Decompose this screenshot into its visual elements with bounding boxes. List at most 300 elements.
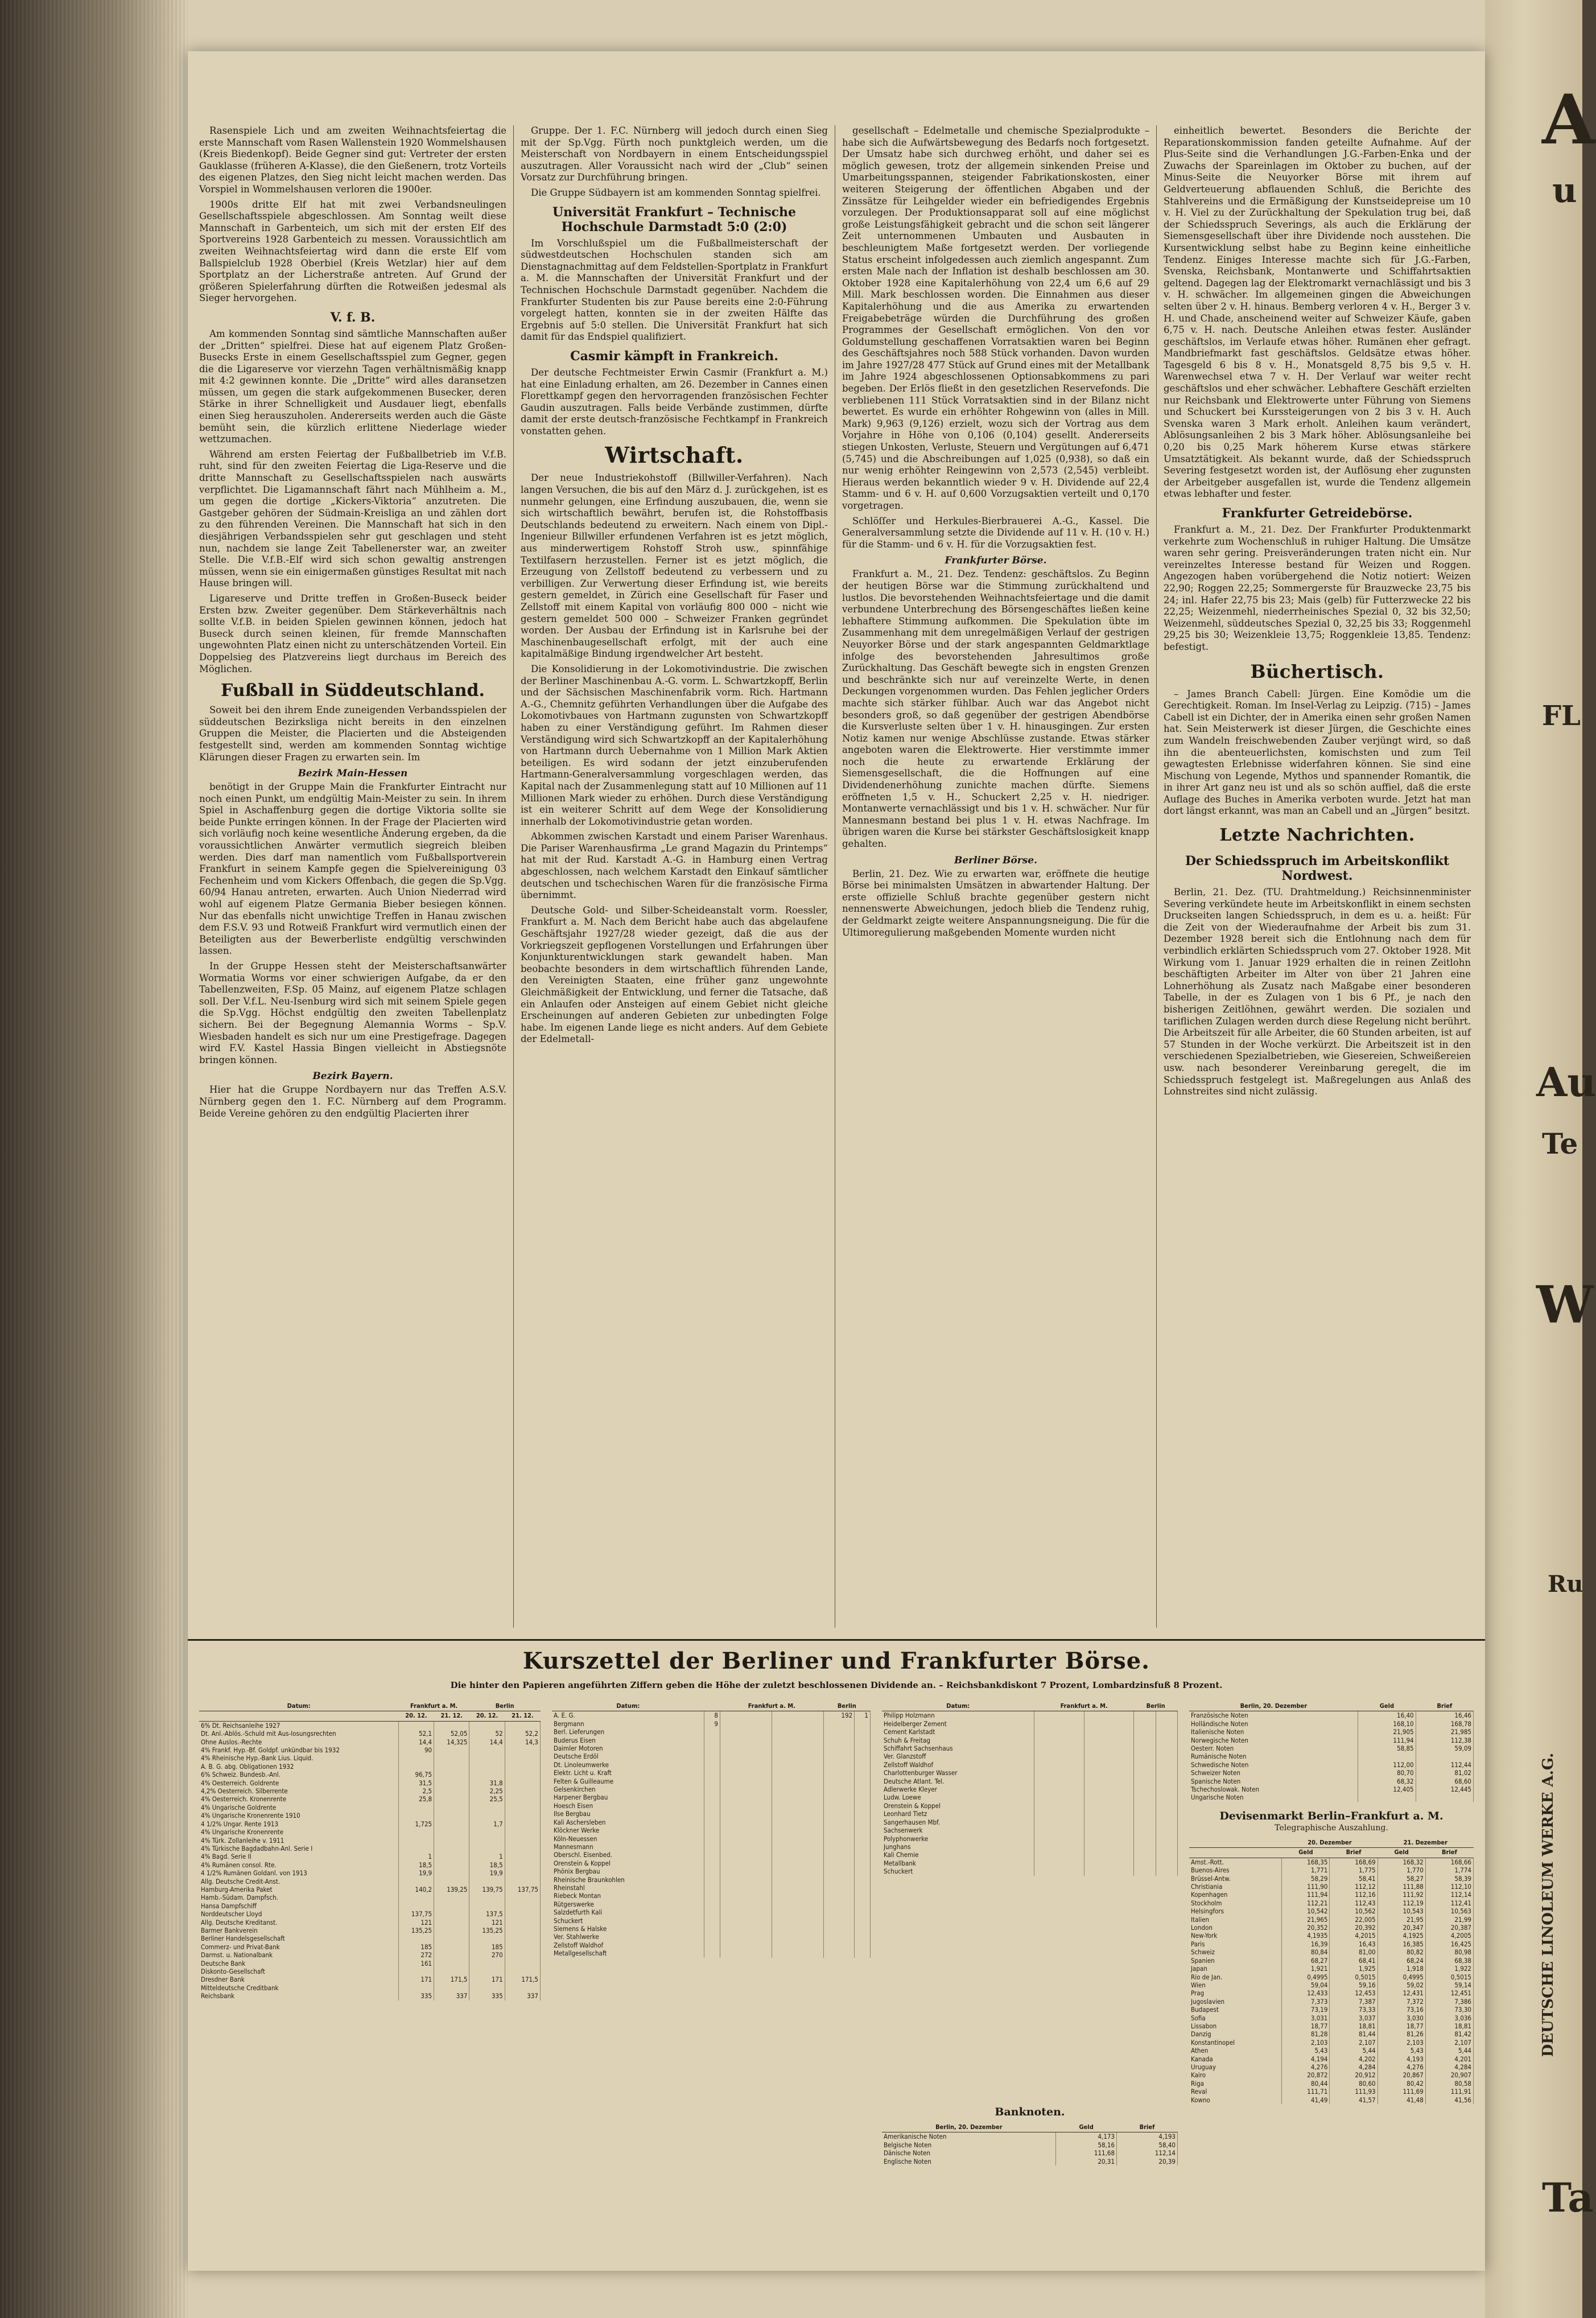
price-cell [469, 1804, 505, 1811]
price-cell [1156, 1785, 1177, 1793]
table-row [1189, 1940, 1474, 1948]
security-name: Charlottenburger Wasser [882, 1769, 1034, 1777]
price-cell: 16,43 [1330, 1940, 1378, 1948]
price-cell: 4,276 [1282, 2063, 1330, 2071]
price-cell [720, 1900, 772, 1908]
price-cell [772, 1761, 823, 1769]
price-cell: 58,16 [1056, 2141, 1117, 2149]
security-name: Leonhard Tietz [882, 1810, 1034, 1818]
table-row [1189, 1924, 1474, 1932]
column-header: Geld [1282, 1848, 1330, 1858]
table-row [1189, 1744, 1474, 1752]
price-cell [720, 1777, 772, 1785]
security-name: Hoesch Eisen [552, 1802, 704, 1810]
price-cell [823, 1826, 855, 1834]
table-row [882, 1711, 1178, 1720]
price-cell [720, 1859, 772, 1867]
price-cell: 337 [434, 1992, 469, 2000]
price-cell [772, 1843, 823, 1851]
price-cell [772, 1744, 823, 1752]
table-row [199, 1992, 541, 2000]
table-row [199, 1861, 541, 1869]
price-cell [398, 1902, 434, 1910]
price-cell [772, 1884, 823, 1892]
paragraph: Der neue Industriekohstoff (Billwiller-Verfahren). Nach langen Versuchen, die bis auf den März d. J. zurückgehen, ist es nunmehr gelungen, eine Erfindung auszubauen, die, wenn sie sich wirtschaftlich bewährt, berufen ist, die Rohstoffbasis Deutschlands bedeutend zu erweitern. Nach einem von Dipl.-Ingenieur Billwiller erfundenen Verfahren ist es jetzt möglich, aus minderwertigem Rohstoff Stroh usw., spinnfähige Textilfasern herzustellen. Ferner ist es jetzt möglich, die Erzeugung von Zellstoff bedeutend zu verbessern und zu verbilligen. Zur Verwertung dieser Erfindung ist, wie bereits gestern gemeldet, in Zürich eine Gesellschaft für Faser und Zellstoff mit einem Kapital von vorläufig 800 000 – nicht wie gestern gemeldet 500 000 – Schweizer Franken gegründet worden. Der Ausbau der Erfindung ist in Karlsruhe bei der Maschinenbaugesellschaft erfolgt, mit der auch eine kapitalmäßige Bindung irgendwelcher Art besteht. [521, 472, 828, 660]
column-header: Berlin, 20. Dezember [1189, 1702, 1358, 1711]
paragraph: Berlin, 21. Dez. (TU. Drahtmeldung.) Reichsinnenminister Severing verkündete heute im Arbeitskonflikt in einem sechsten Druckseiten langen Schiedsspruch, in dem es u. a. heißt: Für die Zeit von der Wiederaufnahme der Arbeit bis zum 31. Dezember 1928 bereit sich die Entlohnung nach dem für verbindlich erklärten Schiedsspruch vom 27. Oktober 1928. Mit Wirkung vom 1. Januar 1929 erhalten die in reinen Zeitlohn beschäftigten Arbeiter im Alter von über 21 Jahren eine Lohnerhöhung als Zusatz nach Maßgabe einer besonderen Tabelle, in der es Zulagen von 1 bis 6 Pf., je nach den bisherigen Zeitlöhnen, gewährt werden. Die sozialen und tariflichen Zulagen werden durch diese Regelung nicht berührt. Die Arbeitszeit für alle Arbeiter, die 60 Stunden arbeiten, ist auf 57 Stunden in der Woche verkürzt. Die Arbeitszeit ist in den verschiedenen Spezialbetrieben, wie Giesereien, Schweißereien usw. nach besonderer Vereinbarung geregelt, die im Schiedsspruch festgelegt ist. Maßregelungen aus Anlaß des Lohnstreites sind nicht zulässig. [1164, 887, 1471, 1097]
table-row [882, 1769, 1178, 1777]
section-heading: Fußball in Süddeutschland. [221, 681, 485, 701]
price-cell: 111,94 [1358, 1736, 1416, 1744]
price-cell [823, 1835, 855, 1843]
edge-letter: W [1536, 1275, 1594, 1335]
price-cell [434, 1837, 469, 1844]
price-cell [1134, 1769, 1156, 1777]
price-cell: 81,00 [1330, 1948, 1378, 1956]
price-cell [1134, 1744, 1156, 1752]
column-letzte-nachrichten [1164, 125, 1471, 1101]
security-name: 4% Türkische Bagdadbahn-Anl. Serie I [199, 1844, 398, 1852]
price-cell [469, 1811, 505, 1819]
price-cell [1034, 1761, 1084, 1769]
price-cell [1084, 1835, 1134, 1843]
horizontal-rule [188, 1639, 1485, 1641]
price-cell: 14,4 [469, 1738, 505, 1746]
column-header: Geld [1358, 1702, 1416, 1711]
security-name: Prag [1189, 1989, 1282, 1997]
price-cell [823, 1728, 855, 1736]
price-cell: 80,60 [1330, 2080, 1378, 2088]
price-cell: 168,35 [1282, 1858, 1330, 1866]
price-cell: 2,107 [1330, 2039, 1378, 2047]
table-row [882, 2158, 1178, 2165]
table-row [1189, 1769, 1474, 1777]
table-row [1189, 2055, 1474, 2063]
price-cell: 21,965 [1282, 1916, 1330, 1924]
price-cell [505, 1804, 540, 1811]
price-cell [704, 1876, 720, 1884]
security-name: A. B. G. abg. Obligationen 1932 [199, 1763, 398, 1771]
security-name: Stockholm [1189, 1899, 1282, 1907]
price-cell [704, 1835, 720, 1843]
price-cell [505, 1787, 540, 1795]
price-cell: 1,775 [1330, 1866, 1378, 1874]
banknoten-table [882, 2123, 1178, 2165]
table-row [199, 1967, 541, 1975]
price-cell: 112,14 [1425, 1891, 1473, 1899]
price-cell: 1,922 [1425, 1965, 1473, 1973]
price-cell [823, 1785, 855, 1793]
price-cell [1034, 1785, 1084, 1793]
price-cell [1084, 1777, 1134, 1785]
price-cell [704, 1736, 720, 1744]
column-header: 20. 12. [469, 1711, 505, 1721]
price-cell: 20,392 [1330, 1924, 1378, 1932]
price-cell: 2,103 [1282, 2039, 1330, 2047]
price-cell [434, 1771, 469, 1778]
price-cell: 111,68 [1056, 2149, 1117, 2157]
security-name: Zellstoff Waldhof [552, 1941, 704, 1949]
table-row [1189, 1916, 1474, 1924]
security-name: Buderus Eisen [552, 1736, 704, 1744]
price-cell [720, 1720, 772, 1728]
price-cell [1156, 1818, 1177, 1826]
price-cell [1084, 1736, 1134, 1744]
price-cell [720, 1876, 772, 1884]
table-row [882, 1736, 1178, 1744]
section-title-letzte-nachrichten: Letzte Nachrichten. [1219, 825, 1415, 846]
security-name: Kali Chemie [882, 1851, 1034, 1859]
price-cell: 192 [823, 1711, 855, 1720]
price-cell [434, 1918, 469, 1926]
column-header: Brief [1425, 1848, 1473, 1858]
price-cell [1034, 1818, 1084, 1826]
table-row [552, 1752, 871, 1760]
price-cell [434, 1934, 469, 1942]
price-cell [434, 1763, 469, 1771]
security-name: Amst.-Rott. [1189, 1858, 1282, 1866]
security-name: Jugoslavien [1189, 1998, 1282, 2006]
table-row [199, 1984, 541, 1992]
column-header: Frankfurt a. M. [720, 1702, 823, 1711]
paragraph: Soweit bei den ihrem Ende zuneigenden Verbandsspielen der süddeutschen Bezirksliga nicht bereits in den einzelnen Gruppen die Meister, die Placierten und die Absteigenden festgestellt sind, werden am kommenden Sonntag wichtige Klärungen dieser Fragen zu erwarten sein. Im [199, 705, 506, 763]
price-cell [772, 1720, 823, 1728]
price-cell [704, 1859, 720, 1867]
price-cell: 1 [398, 1852, 434, 1860]
price-cell [469, 1878, 505, 1885]
price-cell [855, 1810, 871, 1818]
price-cell: 80,44 [1282, 2080, 1330, 2088]
paragraph: Frankfurt a. M., 21. Dez. Tendenz: geschäftslos. Zu Beginn der heutigen Börse war die Stimmung zurückhaltend und lustlos. Die bevorstehenden Weihnachtsfeiertage und die damit verbundene Unterbrechung des Börsengeschäftes ließen keine lebhaftere Stimmung aufkommen. Die Spekulation übte im Zusammenhang mit dem unregelmäßigen Verlauf der gestrigen Neuyorker Börse und der stark angespannten Geldmarktlage infolge des bevorstehenden Jahresultimos große Zurückhaltung. Das Geschäft bewegte sich in engsten Grenzen und beschränkte sich nur auf vereinzelte Werte, in denen Deckungen vorgenommen wurden. Das Fehlen jeglicher Orders machte sich stärker fühlbar. Auch war das Angebot nicht besonders groß, so daß gegenüber der gestrigen Abendbörse die Kursverluste selten über 1 v. H. hinausgingen. Zur ersten Notiz kamen nur wenige Abschlüsse zustande. Etwas stärker angeboten waren die Elektrowerte. Hier verstimmte immer noch die heute zu erwartende Erklärung der Siemensgesellschaft, die die Hoffnungen auf eine Dividendenerhöhung zunichte machen dürfte. Siemens eröffneten 1,5 v. H., Schuckert 2,25 v. H. niedriger. Montanwerte vernachlässigt und bis 1 v. H. schwächer. Nur für Mannesmann bestand bei plus 1 v. H. etwas Nachfrage. Im übrigen waren die Kurse bei stärkster Geschäftslosigkeit knapp gehalten. [842, 569, 1149, 850]
price-cell [469, 1967, 505, 1975]
price-cell: 58,39 [1425, 1875, 1473, 1883]
paragraph: Der deutsche Fechtmeister Erwin Casmir (Frankfurt a. M.) hat eine Einladung erhalten, am 26. Dezember in Cannes einen Florettkampf gegen den hervorragenden französischen Fechter Gaudin auszutragen. Falls beide Verbände zustimmen, dürfte damit der erste deutsch-französische Fechtkampf in Frankreich vonstatten gehen. [521, 367, 828, 437]
paragraph: Schlöſſer und Herkules-Bierbrauerei A.-G., Kassel. Die Generalversammlung setzte die Dividende auf 11 v. H. (10 v. H.) für die Stamm- und 6 v. H. für die Vorzugsaktien fest. [842, 515, 1149, 550]
price-cell [434, 1926, 469, 1934]
price-cell: 3,030 [1378, 2014, 1425, 2022]
table-row [1189, 1761, 1474, 1769]
price-cell [469, 1844, 505, 1852]
table-row [1189, 1720, 1474, 1728]
price-cell: 3,036 [1425, 2014, 1473, 2022]
table-row [1189, 1883, 1474, 1891]
sub-heading: Bezirk Bayern. [312, 1071, 393, 1082]
table-row [199, 1779, 541, 1787]
edge-letter: u [1552, 171, 1577, 211]
price-cell: 18,5 [469, 1861, 505, 1869]
table-row [1189, 2006, 1474, 2014]
price-cell: 25,8 [398, 1795, 434, 1803]
column-header: Brief [1117, 2123, 1178, 2132]
price-cell: 112,10 [1425, 1883, 1473, 1891]
price-cell: 7,387 [1330, 1998, 1378, 2006]
price-cell: 171,5 [505, 1975, 540, 1983]
table-row [1189, 1752, 1474, 1760]
price-cell: 112,12 [1330, 1883, 1378, 1891]
security-name: Bergmann [552, 1720, 704, 1728]
left-page-stack [0, 0, 188, 2318]
sub-heading: Bezirk Main-Hessen [298, 768, 408, 780]
table-row [882, 1818, 1178, 1826]
table-row [882, 1810, 1178, 1818]
price-cell [704, 1728, 720, 1736]
price-cell [1134, 1867, 1156, 1875]
price-cell [1084, 1761, 1134, 1769]
security-name: Sachsenwerk [882, 1826, 1034, 1834]
price-cell [704, 1851, 720, 1859]
edge-letter: Au [1536, 1059, 1596, 1106]
price-cell [720, 1793, 772, 1801]
price-cell [434, 1893, 469, 1901]
security-name: Allg. Deutsche Credit-Anst. [199, 1878, 398, 1885]
price-cell [505, 1754, 540, 1762]
paragraph: gesellschaft – Edelmetalle und chemische Spezialprodukte – habe sich die Aufwärtsbewegung des Bedarfs noch fortgesetzt. Der Umsatz habe sich durchweg erhöht, und daher sei es möglich gewesen, trotz der allgemein sinkenden Preise und Umarbeitungsspannen, steigender Fabrikationskosten, einer weiteren Steigerung der öffentlichen Abgaben und der Zinssätze für Leihgelder wieder ein befriedigendes Ergebnis vorzulegen. Der Produktionsapparat soll auf eine möglichst große Leistungsfähigkeit gebracht und die schon seit längerer Zeit unternommenen Umbauten und Ausbauten in beschleunigtem Maße fortgesetzt werden. Der vorliegende Status erscheint infolgedessen auch ziemlich angespannt. Zum ersten Male nach der Inflation ist deshalb beschlossen am 30. Oktober 1928 eine Kapitalerhöhung von 22,4 um 6,6 auf 29 Mill. Mark beschlossen worden. Die Einnahmen aus dieser Kapitalerhöhung und die aus Amerika zu erwartenden Freigabebeträge würden die Durchführung des großen Programmes der Gesellschaft ermöglichen. Von den vor Goldumstellung geschaffenen Vorratsaktien waren bei Beginn des Geschäftsjahres noch 588 Stück vorhanden. Davon wurden im Jahre 1927/28 477 Stück auf Grund eines mit der Metallbank im Jahre 1924 abgeschlossenen Optionsabkommens zu pari begeben. Der Erlös fließt in den gesetzlichen Reservefonds. Die verbliebenen 111 Stück Vorratsaktien sind in der Bilanz nicht bewertet. Es wurde ein erhöhter Rohgewinn von (alles in Mill. Mark) 9,963 (9,126) erzielt, wozu sich der Vortrag aus dem Vorjahre in Höhe von 0,106 (0,104) gesellt. Andererseits stiegen Unkosten, Verluste, Steuern und Vergütungen auf 6,471 (5,745) und die Abschreibungen auf 1,025 (0,938), so daß ein nur wenig erhöhter Reingewinn von 2,573 (2,545) verbleibt. Hieraus werden bekanntlich wieder 9 v. H. Dividende auf 22,4 Stamm- und 6 v. H. auf 0,600 Vorzugsaktien verteilt und 0,170 vorgetragen. [842, 125, 1149, 511]
price-cell: 112,00 [1358, 1761, 1416, 1769]
price-cell [772, 1728, 823, 1736]
price-cell: 12,445 [1416, 1785, 1473, 1793]
price-cell [855, 1900, 871, 1908]
price-cell [1134, 1859, 1156, 1867]
column-header: Datum: [199, 1702, 398, 1711]
security-name: Spanische Noten [1189, 1777, 1358, 1785]
paragraph: 1900s dritte Elf hat mit zwei Verbandsneulingen Gesellschaftsspiele abgeschlossen. Am Sonntag weilt diese Mannschaft in Garbenteich, um sich mit der ersten Elf des Sportvereins 1928 Garbenteich zu messen. Voraussichtlich am zweiten Weihnachtsfeiertag wird dann die erste Elf vom Ballspielclub 1928 Oberbiel (Kreis Wetzlar) hier auf dem Sportplatz an der Licherstraße antreten. Auf Grund der größeren Spielerfahrung dürften die Rotweißen jedesmal als Sieger hervorgehen. [199, 199, 506, 304]
table-row [199, 1926, 541, 1934]
security-name: Kowno [1189, 2096, 1282, 2104]
price-cell [855, 1851, 871, 1859]
column-rule [513, 125, 514, 1628]
table-row [1189, 1866, 1474, 1874]
price-cell [505, 1893, 540, 1901]
column-header: Frankfurt a. M. [1034, 1702, 1134, 1711]
price-cell [1134, 1736, 1156, 1744]
price-cell: 52,1 [398, 1730, 434, 1738]
price-cell [469, 1771, 505, 1778]
price-cell: 4,2015 [1330, 1932, 1378, 1940]
section-heading: Universität Frankfurt – Technische Hochschule Darmstadt 5:0 (2:0) [552, 204, 797, 234]
price-cell: 2,5 [398, 1787, 434, 1795]
security-name: Schiffahrt Sachsenhaus [882, 1744, 1034, 1752]
table-row [1189, 1793, 1474, 1801]
price-cell: 81,26 [1378, 2030, 1425, 2038]
security-name: 4% Frankf. Hyp.-Bf. Goldpf. unkündbar bis 1932 [199, 1746, 398, 1754]
security-name: Metallbank [882, 1859, 1034, 1867]
security-name: Oesterr. Noten [1189, 1744, 1358, 1752]
price-cell [704, 1925, 720, 1933]
price-cell [1084, 1711, 1134, 1720]
security-name: Kali Aschersleben [552, 1818, 704, 1826]
security-name: Commerz- und Privat-Bank [199, 1943, 398, 1951]
price-cell: 1,918 [1378, 1965, 1425, 1973]
price-cell: 12,451 [1425, 1989, 1473, 1997]
security-name: Allg. Deutsche Kreditanst. [199, 1918, 398, 1926]
price-cell [434, 1828, 469, 1836]
price-cell [855, 1867, 871, 1875]
table-row [552, 1900, 871, 1908]
security-name: Amerikanische Noten [882, 2132, 1056, 2141]
banknoten-title: Banknoten. [995, 2106, 1065, 2118]
table-row [882, 1859, 1178, 1867]
security-name: Darmst. u. Nationalbank [199, 1951, 398, 1959]
price-cell: 137,5 [469, 1910, 505, 1918]
price-cell [720, 1949, 772, 1957]
price-cell [1134, 1711, 1156, 1720]
table-row [1189, 1777, 1474, 1785]
price-cell [772, 1835, 823, 1843]
security-name: Berl. Lieferungen [552, 1728, 704, 1736]
security-name: Barmer Bankverein [199, 1926, 398, 1934]
security-name: Rheinische Braunkohlen [552, 1876, 704, 1884]
paragraph: Berlin, 21. Dez. Wie zu erwarten war, eröffnete die heutige Börse bei minimalsten Umsätzen in abwartender Haltung. Der erste offizielle Schluß brachte gegenüber gestern nicht nennenswerte Abweichungen, jedoch blieb die Tendenz ruhig, der Geldmarkt zeigte weitere Anspannungsneigung. Die für die Ultimoregulierung maßgebenden Momente wurden nicht [842, 868, 1149, 938]
price-cell: 81,02 [1416, 1769, 1473, 1777]
price-cell: 21,905 [1358, 1728, 1416, 1736]
price-cell [1134, 1818, 1156, 1826]
table-row [552, 1884, 871, 1892]
price-cell [398, 1811, 434, 1819]
price-cell [505, 1771, 540, 1778]
table-row [552, 1876, 871, 1884]
table-row [1189, 2047, 1474, 2055]
table-row [882, 1835, 1178, 1843]
price-cell [855, 1752, 871, 1760]
price-cell: 1 [469, 1852, 505, 1860]
table-row [552, 1736, 871, 1744]
price-cell: 112,38 [1416, 1736, 1473, 1744]
price-cell [772, 1867, 823, 1875]
column-header: 20. 12. [398, 1711, 434, 1721]
security-name: Spanien [1189, 1957, 1282, 1965]
security-name: Reval [1189, 2088, 1282, 2095]
price-cell [1034, 1843, 1084, 1851]
price-cell: 111,91 [1425, 2088, 1473, 2095]
security-name: Schwedische Noten [1189, 1761, 1358, 1769]
price-cell [823, 1744, 855, 1752]
security-name: Elektr. Licht u. Kraft [552, 1769, 704, 1777]
table-row [882, 1785, 1178, 1793]
price-cell: 139,25 [434, 1885, 469, 1893]
price-cell [434, 1984, 469, 1992]
table-row [199, 1902, 541, 1910]
price-cell: 0,5015 [1425, 1973, 1473, 1981]
security-name: Kairo [1189, 2071, 1282, 2079]
price-cell: 21,95 [1378, 1916, 1425, 1924]
security-name: Reichsbank [199, 1992, 398, 2000]
security-name: Metallgesellschaft [552, 1949, 704, 1957]
price-cell: 111,94 [1282, 1891, 1330, 1899]
price-cell [505, 1746, 540, 1754]
table-row [552, 1892, 871, 1900]
table-row [1189, 2063, 1474, 2071]
price-cell [1416, 1793, 1473, 1801]
price-cell: 81,42 [1425, 2030, 1473, 2038]
price-cell: 7,386 [1425, 1998, 1473, 2006]
column-header [1189, 1838, 1282, 1848]
table-row [552, 1933, 871, 1941]
price-cell: 335 [398, 1992, 434, 2000]
price-cell [1156, 1835, 1177, 1843]
section-heading: Frankfurter Getreidebörse. [1222, 506, 1413, 521]
table-row [199, 1869, 541, 1877]
price-cell [1034, 1810, 1084, 1818]
security-name: 4% Ungarische Kronenrente [199, 1828, 398, 1836]
price-cell [704, 1818, 720, 1826]
price-cell [505, 1984, 540, 1992]
price-cell [855, 1720, 871, 1728]
price-cell: 68,41 [1330, 1957, 1378, 1965]
price-cell [855, 1908, 871, 1916]
price-cell: 52 [469, 1730, 505, 1738]
price-cell [1034, 1720, 1084, 1728]
price-cell [704, 1941, 720, 1949]
price-cell [823, 1777, 855, 1785]
security-name: Klöckner Werke [552, 1826, 704, 1834]
price-cell: 4,173 [1056, 2132, 1117, 2141]
price-cell [704, 1949, 720, 1957]
price-cell [505, 1820, 540, 1828]
price-cell: 111,69 [1378, 2088, 1425, 2095]
price-cell [1034, 1859, 1084, 1867]
price-cell [1084, 1744, 1134, 1752]
price-cell [1034, 1744, 1084, 1752]
price-cell [1034, 1793, 1084, 1801]
price-cell [434, 1804, 469, 1811]
price-cell [772, 1859, 823, 1867]
price-cell [855, 1793, 871, 1801]
table-row [1189, 2071, 1474, 2079]
security-name: Italienische Noten [1189, 1728, 1358, 1736]
price-cell [1034, 1711, 1084, 1720]
paragraph: einheitlich bewertet. Besonders die Berichte der Reparationskommission fanden geteilte Aufnahme. Auf der Plus-Seite sind die Verhandlungen J.G.-Farben-Enka und der Zuwachs der Spareinlagen im Oktober zu buchen, auf der Minus-Seite die Neuyorker Börse mit ihrem auf Geldverteuerung abflauenden Schluß, die Berichte des Stahlvereins und die Ermäßigung der Kunstseidepreise um 10 v. H. Viel zu der Zurückhaltung der Spekulation trug bei, daß der Schiedsspruch Severings, als auch die Erklärung der Siemensgesellschaft über ihre Dividende noch ausstehen. Die Kursentwicklung selbst habe zu Beginn keine einheitliche Tendenz. Einiges Interesse machte sich für J.G.-Farben, Svenska, Reichsbank, Montanwerte und Schiffahrtsaktien geltend. Dagegen lag der Elektromarkt vernachlässigt und bis 3 v. H. schwächer. Im allgemeinen gingen die Abweichungen selten über 2 v. H. hinaus. Bemberg verloren 4 v. H., Berger 3 v. H. und Chade, anscheinend weiter auf Schweizer Käufe, gaben 6,75 v. H. nach. Deutsche Anleihen etwas fester. Ausländer geschäftslos, im Verlaufe etwas höher. Rumänen eher gefragt. Mandbriefmarkt fast geschäftslos. Geldsätze etwas höher. Tagesgeld 6 bis 8 v. H., Monatsgeld 8,75 bis 9,5 v. H. Warenwechsel etwa 7 v. H. Der Verlauf war weiter recht geschäftslos und eher schwächer. Lebhaftere Geschäft erzielten nur Reichsbank und Elektrowerte unter Führung von Siemens und Schuckert bei Kurssteigerungen von 2 bis 3 v. H. Auch Svenska waren 3 Mark erholt. Anleihen kaum verändert, Ablösungsanleihen 2 bis 3 Mark höher. Ablösungsanleihe bei 0,20 bis 0,25 Mark höherem Kurse etwas stärkere Umsatztätigkeit. Als bekannt wurde, daß der Schiedsspruch Severing festgesetzt worden ist, der Auflösung eher zugunsten der Arbeitgeber ausgefallen ist, wurde die Tendenz allgemein etwas lebhafter und fester. [1164, 125, 1471, 500]
security-name: Hansa Dampfschiff [199, 1902, 398, 1910]
security-name: Rheinstahl [552, 1884, 704, 1892]
price-cell [720, 1826, 772, 1834]
price-cell [823, 1859, 855, 1867]
table-row [882, 1761, 1178, 1769]
paragraph: Gruppe. Der 1. F.C. Nürnberg will jedoch durch einen Sieg mit der Sp.Vgg. Fürth noch punktgleich werden, um die Meisterschaft von Nordbayern in einem Entscheidungsspiel auszutragen. Aller Voraussicht nach wird der „Club“ seinen Vorsatz zur Durchführung bringen. [521, 125, 828, 183]
price-cell [720, 1736, 772, 1744]
price-cell [505, 1795, 540, 1803]
column-sport-left [199, 125, 506, 1123]
price-cell [823, 1892, 855, 1900]
price-cell: 16,46 [1416, 1711, 1473, 1720]
security-name: 6% Dt. Reichsanleihe 1927 [199, 1721, 398, 1730]
table-row [552, 1810, 871, 1818]
price-cell: 80,42 [1378, 2080, 1425, 2088]
price-cell: 4,2005 [1425, 1932, 1473, 1940]
column-header: Berlin [469, 1702, 541, 1711]
security-name: Rio de Jan. [1189, 1973, 1282, 1981]
table-row [199, 1844, 541, 1852]
price-cell [772, 1941, 823, 1949]
newspaper-page [188, 51, 1485, 2271]
table-row [1189, 1736, 1474, 1744]
price-cell: 59,09 [1416, 1744, 1473, 1752]
price-cell [772, 1785, 823, 1793]
price-cell: 168,69 [1330, 1858, 1378, 1866]
price-cell [704, 1826, 720, 1834]
price-cell: 4,194 [1282, 2055, 1330, 2063]
price-cell [720, 1810, 772, 1818]
table-row [882, 2149, 1178, 2157]
price-cell [505, 1869, 540, 1877]
security-name: Brüssel-Antw. [1189, 1875, 1282, 1883]
price-cell: 10,543 [1378, 1907, 1425, 1915]
table-row [1189, 1932, 1474, 1940]
table-row [552, 1843, 871, 1851]
price-cell: 41,57 [1330, 2096, 1378, 2104]
price-cell [704, 1867, 720, 1875]
security-name: 4% Ungarische Goldrente [199, 1804, 398, 1811]
paragraph: Die Konsolidierung in der Lokomotivindustrie. Die zwischen der Berliner Maschinenbau A.-G. vorm. L. Schwartzkopff, Berlin und der Sächsischen Maschinenfabrik vorm. Rich. Hartmann A.-G., Chemnitz geführten Verhandlungen über die Aufgabe des Lokomotivbaues von Hartmann zugunsten von Schwartzkopff haben zu einer Verständigung geführt. Im Rahmen dieser Verständigung wird sich Schwartzkopff an der Kapitalerhöhung von Hartmann durch Uebernahme von 1 Million Mark Aktien beteiligen. Es wird sodann der jetzt einzuberufenden Hartmann-Generalversammlung vorgeschlagen werden, das Kapital nach der Zusammenlegung statt auf 10 Millionen auf 11 Millionen Mark wieder zu erhöhen. Durch diese Verständigung ist ein weiterer Schritt auf dem Wege der Konsolidierung innerhalb der Lokomotivindustrie getan worden. [521, 663, 828, 827]
